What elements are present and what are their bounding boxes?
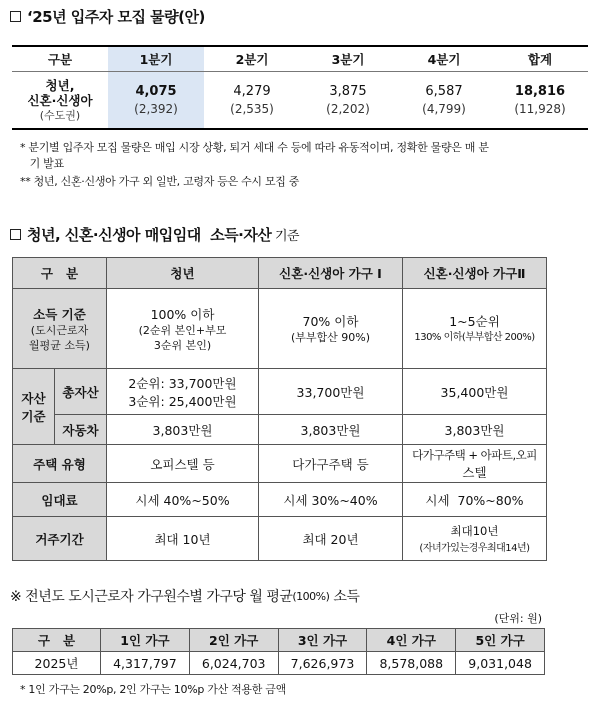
- header-q3: 3분기: [300, 46, 396, 72]
- rent-youth: 시세 40%~50%: [107, 483, 259, 517]
- note-line3: ** 청년, 신혼·신생아 가구 외 일반, 고령자 등은 수시 모집 중: [20, 175, 300, 188]
- income-header-3p: 3인 가구: [278, 629, 367, 652]
- q3-value: 3,875: [329, 84, 367, 99]
- criteria-header-newlywed2: 신혼·신생아 가구Ⅱ: [403, 258, 547, 289]
- car-row: [13, 415, 547, 445]
- rent-row: [13, 483, 547, 517]
- rent-newlywed2: 시세 70%~80%: [403, 483, 547, 517]
- housing-row: [13, 445, 547, 483]
- total-asset-row: [13, 369, 547, 415]
- income-label-cell: [13, 289, 107, 369]
- supply-table: [12, 45, 588, 130]
- total-metro-value: (11,928): [514, 102, 566, 116]
- total-asset-newlywed1: 33,700만원: [259, 369, 403, 415]
- rent-label: 임대료: [13, 483, 107, 517]
- section2-title-normal: 기준: [271, 229, 300, 244]
- q3-metro-value: (2,202): [326, 102, 370, 116]
- q3-cell: [300, 72, 396, 130]
- row-label-line2: 신혼·신생아: [27, 92, 93, 108]
- income-2p: 6,024,703: [189, 652, 278, 675]
- income-3p: 7,626,973: [278, 652, 367, 675]
- income-youth-main: 100% 이하: [150, 306, 215, 322]
- income-header-2p: 2인 가구: [189, 629, 278, 652]
- period-row: [13, 517, 547, 561]
- car-youth: 3,803만원: [107, 415, 259, 445]
- income-table-data-row: [13, 652, 545, 675]
- asset-label-1: 자산: [21, 390, 46, 406]
- section3-title-suffix: (100%): [292, 589, 330, 603]
- income-1p: 4,317,797: [101, 652, 190, 675]
- total-asset-youth-cell: [107, 369, 259, 415]
- income-year: 2025년: [13, 652, 101, 675]
- period-newlywed2-cell: [403, 517, 547, 561]
- total-value: 18,816: [514, 84, 566, 99]
- supply-notes: [20, 140, 489, 190]
- period-newlywed2-sub: (자녀가있는경우최대14년): [419, 543, 530, 554]
- income-newlywed2-sub: 130% 이하(부부합산 200%): [414, 332, 535, 343]
- header-q2: 2분기: [204, 46, 300, 72]
- q4-value: 6,587: [425, 84, 463, 99]
- header-category: 구분: [12, 46, 108, 72]
- header-total: 합계: [492, 46, 588, 72]
- income-label: 소득 기준: [33, 306, 86, 322]
- income-newlywed1-main: 70% 이하: [302, 314, 359, 329]
- income-sublabel-2: 월평균 소득): [29, 338, 90, 352]
- car-newlywed2: 3,803만원: [403, 415, 547, 445]
- income-4p: 8,578,088: [367, 652, 456, 675]
- q2-value: 4,279: [233, 84, 271, 99]
- supply-data-row: [12, 72, 588, 130]
- section2-title-bold: 청년, 신혼·신생아 매입임대 소득·자산: [27, 226, 272, 244]
- housing-newlywed2-line2: 스텔: [462, 464, 487, 480]
- section3-title: [10, 586, 359, 606]
- income-newlywed1-sub: (부부합산 90%): [290, 331, 371, 344]
- row-label-cell: [12, 72, 108, 130]
- header-q4: 4분기: [396, 46, 492, 72]
- checkbox-square-icon: [10, 11, 21, 22]
- income-youth-sub2: 3순위 본인): [153, 338, 212, 352]
- period-youth: 최대 10년: [107, 517, 259, 561]
- header-q1: 1분기: [108, 46, 204, 72]
- q1-value: 4,075: [135, 84, 177, 99]
- period-newlywed2-main: 최대10년: [450, 524, 499, 538]
- period-label: 거주기간: [13, 517, 107, 561]
- q2-cell: [204, 72, 300, 130]
- income-newlywed2-cell: [403, 289, 547, 369]
- housing-newlywed2-cell: [403, 445, 547, 483]
- income-table: [12, 628, 545, 675]
- criteria-header-newlywed1: 신혼·신생아 가구 Ⅰ: [259, 258, 403, 289]
- q4-cell: [396, 72, 492, 130]
- asset-label-cell: [13, 369, 55, 445]
- total-asset-newlywed2: 35,400만원: [403, 369, 547, 415]
- car-newlywed1: 3,803만원: [259, 415, 403, 445]
- income-header-1p: 1인 가구: [101, 629, 190, 652]
- q1-metro-value: (2,392): [134, 102, 178, 116]
- income-header-category: 구 분: [13, 629, 101, 652]
- q4-metro-value: (4,799): [422, 102, 466, 116]
- income-note: * 1인 가구는 20%p, 2인 가구는 10%p 가산 적용한 금액: [20, 683, 286, 696]
- car-label: 자동차: [55, 415, 107, 445]
- income-youth-cell: [107, 289, 259, 369]
- income-5p: 9,031,048: [456, 652, 545, 675]
- q2-metro-value: (2,535): [230, 102, 274, 116]
- section1-title: [10, 6, 205, 27]
- asset-label-2: 기준: [21, 408, 46, 424]
- income-newlywed2-main: 1~5순위: [449, 314, 500, 329]
- criteria-header-row: [13, 258, 547, 289]
- section3-title-text: ※ 전년도 도시근로자 가구원수별 가구당 월 평균: [10, 589, 293, 605]
- total-cell: [492, 72, 588, 130]
- section1-title-text: ‘25년 입주자 모집 물량(안): [27, 8, 205, 26]
- total-asset-youth-3rd: 3순위: 25,400만원: [128, 393, 237, 409]
- checkbox-square-icon: [10, 229, 21, 240]
- income-header-4p: 4인 가구: [367, 629, 456, 652]
- unit-label: (단위: 원): [494, 612, 542, 625]
- income-header-5p: 5인 가구: [456, 629, 545, 652]
- note-line1: * 분기별 입주자 모집 물량은 매입 시장 상황, 퇴거 세대 수 등에 따라 유동적이며, 정확한 물량은 매 분: [20, 141, 489, 154]
- section3-title-end: 소득: [329, 589, 360, 605]
- period-newlywed1: 최대 20년: [259, 517, 403, 561]
- supply-header-row: [12, 46, 588, 72]
- q1-cell: [108, 72, 204, 130]
- total-asset-label: 총자산: [55, 369, 107, 415]
- income-row: [13, 289, 547, 369]
- criteria-header-youth: 청년: [107, 258, 259, 289]
- row-sublabel: (수도권): [39, 108, 81, 122]
- note-line2: 기 발표: [20, 157, 64, 170]
- total-asset-youth-2nd: 2순위: 33,700만원: [128, 375, 237, 391]
- criteria-table: [12, 257, 547, 561]
- income-youth-sub1: (2순위 본인+부모: [138, 323, 227, 337]
- row-label-line1: 청년,: [45, 77, 75, 93]
- housing-youth: 오피스텔 등: [107, 445, 259, 483]
- housing-newlywed2-line1: 다가구주택 + 아파트,오피: [412, 447, 537, 462]
- section2-title: [10, 224, 299, 245]
- income-newlywed1-cell: [259, 289, 403, 369]
- criteria-header-category: 구 분: [13, 258, 107, 289]
- rent-newlywed1: 시세 30%~40%: [259, 483, 403, 517]
- income-table-header-row: [13, 629, 545, 652]
- housing-newlywed1: 다가구주택 등: [259, 445, 403, 483]
- housing-label: 주택 유형: [13, 445, 107, 483]
- income-sublabel-1: (도시근로자: [30, 323, 89, 337]
